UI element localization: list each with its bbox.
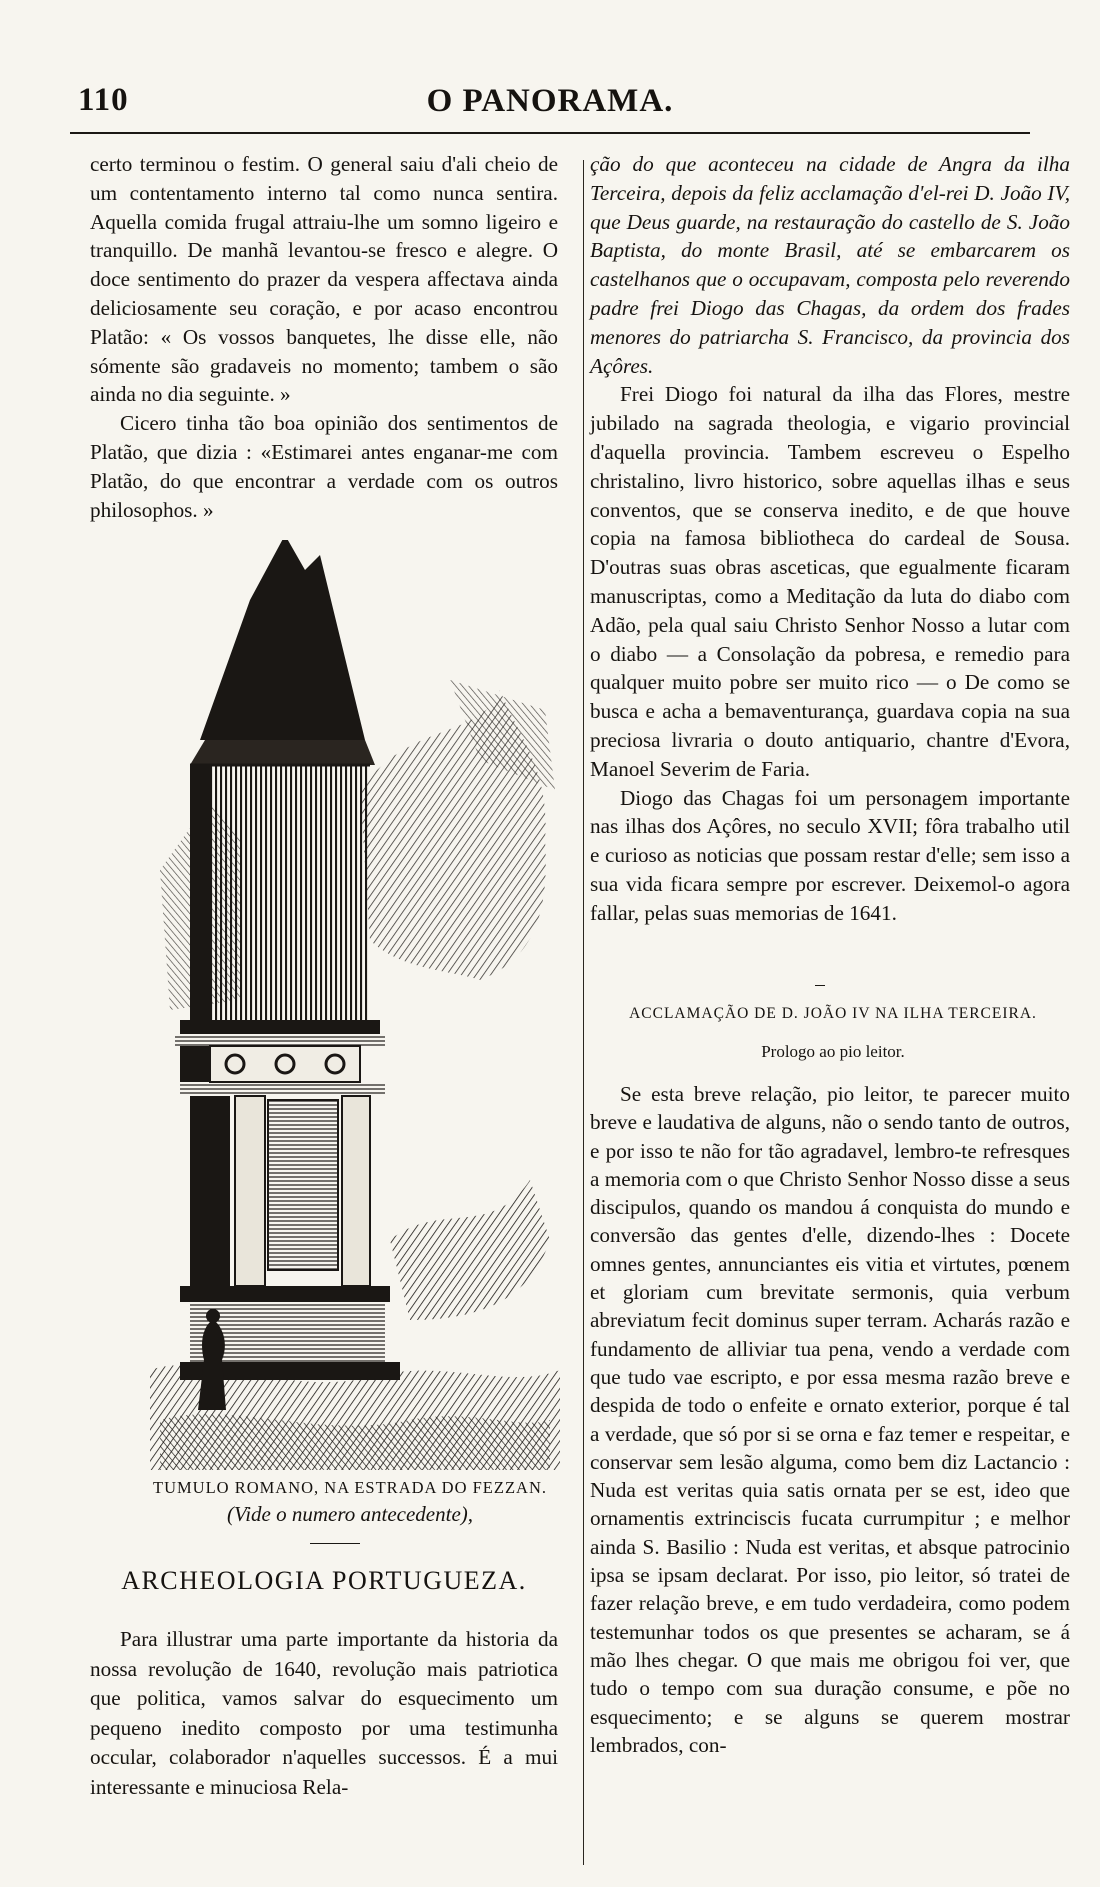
illustration-caption: TUMULO ROMANO, NA ESTRADA DO FEZZAN.: [153, 1478, 547, 1497]
right-section-heading: ACCLAMAÇÃO DE D. JOÃO IV NA ILHA TERCEIRA.: [629, 1005, 1037, 1022]
header-rule: [70, 132, 1030, 134]
separator-dot: [815, 985, 825, 986]
left-paragraph-2: Cicero tinha tão boa opinião dos sentimentos de Platão, que dizia : «Estimarei antes enganar-me com Platão, do que encontrar a verdade com os outros philosophos. »: [90, 411, 558, 522]
right-paragraph-2: Diogo das Chagas foi um personagem importante nas ilhas dos Açôres, no seculo XVII; fôra trabalho util e curioso as noticias que possam restar d'elle; sem isso a sua vida ficara sempre por escrever. Deixemol-o agora fallar, pelas suas memorias de 1641.: [590, 785, 1070, 925]
left-column-bottom-text: [90, 1625, 558, 1802]
left-column-text: [90, 150, 558, 524]
roman-tomb-illustration: [150, 540, 560, 1470]
page-title: O PANORAMA.: [426, 83, 674, 119]
right-paragraph-1: Frei Diogo foi natural da ilha das Flores, mestre jubilado na sagrada theologia, e vigario provincial d'aquella provincia. Tambem escreveu o Espelho christalino, livro historico, sobre aquellas ilhas e seus conventos, que se conserva inedito, e de que houve copia na famosa bibliotheca do cardeal de Sousa. D'outras suas obras asceticas, que egualmente ficaram manuscriptas, como a Meditação da luta do diabo com Adão, pela qual saiu Christo Senhor Nosso a lutar com o diabo — a Consolação da pobresa, e remedio para qualquer muito pobre ser muito rico — o De como se busca e acha a bemaventurança, guardava copia na sua preciosa livraria o douto antiquario, chantre d'Evora, Manoel Severim de Faria.: [590, 382, 1070, 781]
right-column-bottom-text: [590, 1080, 1070, 1759]
illustration-caption-note: (Vide o numero antecedente),: [226, 1502, 474, 1526]
page-header: [0, 0, 1100, 140]
page-number: 110: [78, 82, 129, 118]
right-italic-intro: ção do que aconteceu na cidade de Angra da ilha Terceira, depois da feliz acclamação d'el-rei D. João IV, que Deus guarde, na restauração do castello de S. João Baptista, do monte Brasil, até se embarcarem os castelhanos que o occupavam, composta pelo reverendo padre frei Diogo das Chagas, da ordem dos frades menores do patriarcha S. Francisco, da provincia dos Açôres.: [590, 152, 1070, 378]
right-section-subheading: Prologo ao pio leitor.: [761, 1042, 905, 1061]
left-paragraph-1: certo terminou o festim. O general saiu d'ali cheio de um contentamento interno tal como nunca sentira. Aquella comida frugal attraiu-lhe um somno ligeiro e tranquillo. De manhã levantou-se fresco e alegre. O doce sentimento do prazer da vespera affectava ainda deliciosamente seu coração, e por acaso encontrou Platão: « Os vossos banquetes, lhe disse elle, não sómente são gradaveis no momento; tambem o são ainda no dia seguinte. »: [90, 152, 558, 407]
column-divider: [583, 160, 584, 1865]
section-heading: ARCHEOLOGIA PORTUGUEZA.: [121, 1566, 527, 1595]
caption-rule: [310, 1543, 360, 1544]
right-column-text: [590, 150, 1070, 928]
section-paragraph: Para illustrar uma parte importante da historia da nossa revolução de 1640, revolução mais patriotica que politica, vamos salvar do esquecimento um pequeno inedito composto por uma testimunha occular, colaborador n'aquelles successos. É a mui interessante e minuciosa Rela-: [90, 1627, 558, 1799]
right-paragraph-3: Se esta breve relação, pio leitor, te parecer muito breve e laudativa de alguns, não o sendo tanto de outros, e por isso te não for tão agradavel, lembro-te refresques a memoria com o que Christo Senhor Nosso disse a seus discipulos, quando os mandou á conquista do mundo e conversão das gentes d'elle, dizendo-lhes : Docete omnes gentes, annunciantes eis vitia et virtutes, pœnem et gloriam cum brevitate sermonis, quia verbum abreviatum fecit dominus super terram. Acharás razão e fundamento de alliviar tua pena, vendo a verdade com que tudo vae escripto, e por essa mesma razão breve e despida de todo o enfeite e ornato exterior, porque é tal a verdade, que só por si se orna e faz temer e respeitar, e conservar sem lesão alguma, como bem diz Lactancio : Nuda est veritas quia satis ornata per se est, ideo que ornamentis extrinciscis fucata currumpitur ; e melhor ainda S. Basilio : Nuda est veritas, et absque patrocinio ipsa se ipsam declarat. Por isso, pio leitor, só tratei de fazer relação breve, e em tudo verdadeira, como podem testemunhar todos os que presentes se acharam, se á mão lhes chegar. O que mais me obrigou foi ver, que tudo o tempo com sua duração consume, e põe no esquecimento; e se alguns se querem mostrar lembrados, con-: [590, 1082, 1070, 1757]
roman-tomb-icon: [150, 540, 560, 1470]
